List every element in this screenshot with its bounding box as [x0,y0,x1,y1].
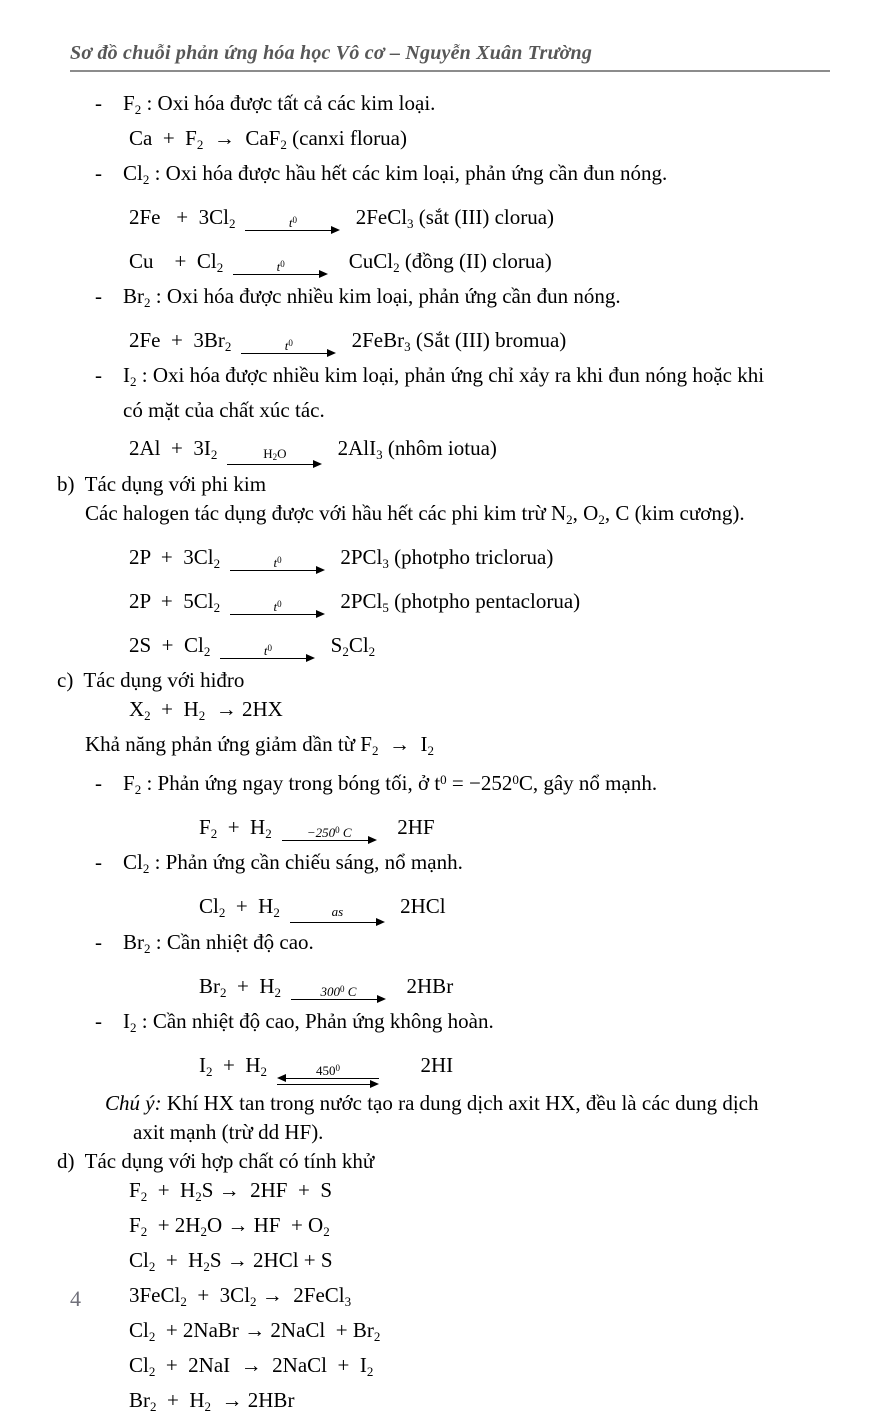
text-run: 2Fe + 3Cl [129,205,229,229]
subscript: 2 [213,600,221,615]
reaction-arrow [241,336,336,359]
subscript: 2 [260,1064,268,1079]
italic-run: −250 [306,825,336,840]
subscript: 2 [280,137,287,152]
text-run: : Oxi hóa được hầu hết các kim loại, phản ứng cần đun nóng. [149,161,668,185]
text-run: 2PCl [335,589,383,613]
text-run: Cl [123,850,143,874]
content-line [57,1042,827,1089]
text-run: Ca + F [129,126,197,150]
subscript: 2 [134,782,142,797]
text-run: 450 [316,1063,336,1078]
content-line [57,1211,827,1246]
subscript: 2 [140,1224,148,1239]
subscript: 2 [198,708,206,723]
arrow-shaft [233,271,328,280]
subscript: 2 [323,1224,330,1239]
text-run: d) Tác dụng với hợp chất có tính khử [57,1149,375,1173]
text-run: + H [156,1388,205,1412]
text-run: → 2HBr [211,1388,295,1412]
text-run: : Oxi hóa được nhiều kim loại, phản ứng cần đun nóng. [150,284,621,308]
equilibrium-bottom-line [277,1084,370,1085]
content-line [57,1147,827,1176]
superscript: 0 [440,772,447,787]
text-run: (đồng (II) clorua) [399,249,552,273]
text-run: I [199,1053,206,1077]
text-run: 2AlI [332,436,377,460]
text-run: F [199,815,211,839]
arrow-shaft [220,655,315,664]
text-run: Khí HX tan trong nước tạo ra dung dịch axit HX, đều là các dung dịch [161,1091,759,1115]
text-run: : Oxi hóa được nhiều kim loại, phản ứng chỉ xảy ra khi đun nóng hoặc khi [136,363,765,387]
text-run: F [129,1178,141,1202]
text-run: C, gây nổ mạnh. [518,771,658,795]
subscript: 2 [204,1399,212,1414]
text-run: Khả năng phản ứng giảm dần từ F [85,732,372,756]
page-header [70,40,830,72]
italic-run: t [263,643,268,658]
text-run: → I [378,732,428,756]
subscript: 3 [382,556,389,571]
subscript: 2 [180,1294,187,1309]
subscript: 2 [210,447,218,462]
subscript: 2 [427,743,434,758]
reaction-arrow [230,597,325,620]
italic-run: C [344,984,357,999]
arrow-label [291,982,386,999]
subscript: 3 [344,1294,352,1309]
italic-run: Chú ý: [105,1091,162,1115]
text-run: có mặt của chất xúc tác. [123,398,325,422]
subscript: 2 [200,1224,207,1239]
subscript: 2 [598,512,605,527]
text-run: : Oxi hóa được tất cả các kim loại. [141,91,436,115]
subscript: 2 [224,339,232,354]
subscript: 2 [210,826,218,841]
subscript: 2 [142,861,150,876]
arrow-shaft [290,919,385,928]
reaction-arrow [233,257,328,280]
text-run: CuCl [338,249,394,273]
page-header-title: Sơ đồ chuỗi phản ứng hóa học Vô cơ – Nguyễn Xuân Trường [70,42,593,64]
content-line [57,282,827,317]
text-run: I [123,1009,130,1033]
superscript: 0 [280,259,285,269]
content-line [57,89,827,124]
text-run: + H [217,815,266,839]
subscript: 2 [393,260,400,275]
content-line [57,963,827,1007]
subscript: 3 [407,216,414,231]
subscript: 2 [130,1020,137,1035]
subscript: 2 [272,452,278,462]
subscript: 2 [274,985,282,1000]
arrow-label [282,823,377,840]
subscript: 2 [203,644,211,659]
equilibrium-shaft [277,1075,379,1089]
arrow-label [241,336,336,353]
text-run: (photpho triclorua) [388,545,554,569]
arrow-shaft [227,461,322,470]
text-run: Cl [129,1318,149,1342]
equilibrium-top-line [286,1078,379,1079]
content-line [57,1351,827,1386]
subscript: 2 [203,1259,210,1274]
content-line [57,534,827,578]
subscript: 2 [265,826,272,841]
text-run: + H [147,1178,196,1202]
text-run: O [277,446,287,461]
text-run: 2S + Cl [129,633,204,657]
text-run: (photpho pentaclorua) [388,589,581,613]
equilibrium-right-arrowhead [370,1080,379,1088]
subscript: 5 [382,600,389,615]
text-run: + H [150,697,199,721]
arrow-shaft [241,350,336,359]
text-run: O → HF + O [206,1213,324,1237]
subscript: 2 [144,941,151,956]
superscript: 0 [335,1063,341,1073]
text-run: Cu + Cl [129,249,217,273]
text-run: 2HI [389,1053,454,1077]
text-run: + H [212,1053,261,1077]
text-run: → CaF [203,126,281,150]
text-run: 2Al + 3I [129,436,211,460]
subscript: 2 [273,905,280,920]
subscript: 2 [368,644,376,659]
superscript: 0 [288,338,293,348]
italic-run: t [273,599,278,614]
italic-run: t [276,259,281,274]
superscript: 0 [335,825,340,835]
text-run: → 2HX [205,697,283,721]
superscript: 0 [340,984,345,994]
dash-bullet: - [95,91,102,115]
text-run: (canxi florua) [286,126,407,150]
reaction-arrow [220,641,315,664]
text-run: 2Fe + 3Br [129,328,225,352]
subscript: 2 [150,1399,157,1414]
page-number: 4 [70,1286,81,1311]
text-run: axit mạnh (trừ dd HF). [133,1120,324,1144]
subscript: 2 [206,1064,213,1079]
dash-bullet: - [95,930,102,954]
content-line [57,1386,827,1421]
content-line [57,1281,827,1316]
text-run: b) Tác dụng với phi kim [57,472,267,496]
subscript: 2 [373,1329,381,1344]
text-run: = −252 [446,771,513,795]
arrow-label [227,447,322,461]
subscript: 2 [216,260,224,275]
arrow-label [277,1061,379,1078]
arrow-label [245,213,340,230]
content-line [57,848,827,883]
text-run: S → 2HCl + S [209,1248,333,1272]
text-run: Cl [123,161,143,185]
text-run: + H [225,894,274,918]
text-run: Các halogen tác dụng được với hầu hết các phi kim trừ N [85,501,567,525]
subscript: 2 [140,1189,148,1204]
content-line [57,238,827,282]
subscript: 2 [371,743,379,758]
text-run: (nhôm iotua) [382,436,497,460]
document-page [0,40,885,1414]
text-run: X [129,697,145,721]
text-run: S [325,633,343,657]
content-line [57,159,827,194]
subscript: 2 [366,1364,374,1379]
text-run: F [123,771,135,795]
text-run: 2HCl [394,894,446,918]
arrow-label [290,905,385,919]
content-line [57,1089,827,1118]
content-line [57,317,827,361]
subscript: 2 [148,1329,156,1344]
equilibrium-left-arrowhead [277,1074,286,1082]
text-run: : Phản ứng ngay trong bóng tối, ở t [141,771,441,795]
text-run: Br [123,284,144,308]
text-run: 2FeBr [346,328,405,352]
text-run: Cl [348,633,369,657]
reaction-arrow [282,823,377,846]
text-run: F [129,1213,141,1237]
text-run: I [123,363,130,387]
text-run: 2P + 3Cl [129,545,214,569]
superscript: 0 [512,772,519,787]
subscript: 3 [404,339,411,354]
content-line [57,1007,827,1042]
italic-run: C [339,825,352,840]
superscript: 0 [277,599,282,609]
reaction-arrow [291,982,386,1005]
content-line [57,666,827,695]
dash-bullet: - [95,161,102,185]
subscript: 2 [250,1294,257,1309]
arrow-label [233,257,328,274]
content-line [57,1316,827,1351]
subscript: 2 [144,295,151,310]
text-run: , C (kim cương). [604,501,745,525]
content-line [57,1118,827,1147]
italic-run: t [273,555,278,570]
subscript: 2 [342,644,349,659]
superscript: 0 [277,555,282,565]
italic-run: t [288,215,293,230]
text-run: , O [572,501,599,525]
content-line [57,499,827,534]
dash-bullet: - [95,363,102,387]
text-run: Br [129,1388,150,1412]
reaction-arrow [227,447,322,470]
reaction-arrow [230,553,325,576]
superscript: 0 [292,215,297,225]
subscript: 2 [218,905,226,920]
subscript: 2 [142,172,150,187]
content-line [57,695,827,730]
subscript: 2 [566,512,573,527]
text-run: 2P + 5Cl [129,589,214,613]
dash-bullet: - [95,850,102,874]
arrow-label [230,553,325,570]
dash-bullet: - [95,771,102,795]
reaction-arrow [290,905,385,928]
subscript: 2 [213,556,221,571]
content-line [57,470,827,499]
text-run: 2HBr [396,974,454,998]
italic-run: as [331,904,344,919]
text-run: Br [199,974,220,998]
content-line [57,1176,827,1211]
dash-bullet: - [95,284,102,308]
text-run: 2FeCl [350,205,408,229]
text-run: H [263,446,273,461]
content-line [57,730,827,765]
subscript: 3 [376,447,383,462]
content-line [57,396,827,425]
subscript: 2 [144,708,151,723]
text-run: Cl [129,1248,149,1272]
superscript: 0 [267,643,272,653]
content-line [57,1246,827,1281]
content-body [57,89,827,1421]
subscript: 2 [195,1189,202,1204]
text-run: + 2NaBr → 2NaCl + Br [155,1318,374,1342]
arrow-label [230,597,325,614]
content-line [57,804,827,848]
text-run: + 2H [147,1213,201,1237]
arrow-shaft [230,567,325,576]
content-line [57,194,827,238]
content-line [57,425,827,470]
subscript: 2 [220,985,227,1000]
text-run: Cl [129,1353,149,1377]
arrow-shaft [291,996,386,1005]
text-run: Cl [199,894,219,918]
subscript: 2 [196,137,204,152]
text-run: : Cần nhiệt độ cao, Phản ứng không hoàn. [136,1009,494,1033]
text-run: (sắt (III) clorua) [413,205,555,229]
content-line [57,124,827,159]
content-line [57,578,827,622]
text-run: 2HF [386,815,435,839]
text-run: + H [226,974,275,998]
subscript: 2 [148,1364,156,1379]
text-run: + 2NaI → 2NaCl + I [155,1353,367,1377]
text-run: (Sắt (III) bromua) [410,328,567,352]
subscript: 2 [148,1259,156,1274]
text-run: c) Tác dụng với hiđro [57,668,245,692]
content-line [57,928,827,963]
text-run: → 2FeCl [256,1283,345,1307]
arrow-shaft [230,611,325,620]
content-line [57,622,827,666]
equilibrium-arrow [277,1061,379,1089]
content-line [57,883,827,928]
text-run: : Phản ứng cần chiếu sáng, nổ mạnh. [149,850,463,874]
text-run: 2PCl [335,545,383,569]
arrow-label [220,641,315,658]
text-run: : Cần nhiệt độ cao. [150,930,314,954]
content-line [57,361,827,396]
text-run: + 3Cl [186,1283,251,1307]
italic-run: t [284,338,289,353]
italic-run: 300 [320,984,341,999]
subscript: 2 [134,102,142,117]
text-run: S → 2HF + S [201,1178,332,1202]
subscript: 2 [130,374,137,389]
text-run: 3FeCl [129,1283,181,1307]
subscript: 2 [228,216,236,231]
arrow-shaft [245,227,340,236]
arrow-shaft [282,837,377,846]
text-run: + H [155,1248,204,1272]
dash-bullet: - [95,1009,102,1033]
text-run: Br [123,930,144,954]
content-line [57,765,827,804]
reaction-arrow [245,213,340,236]
text-run: F [123,91,135,115]
